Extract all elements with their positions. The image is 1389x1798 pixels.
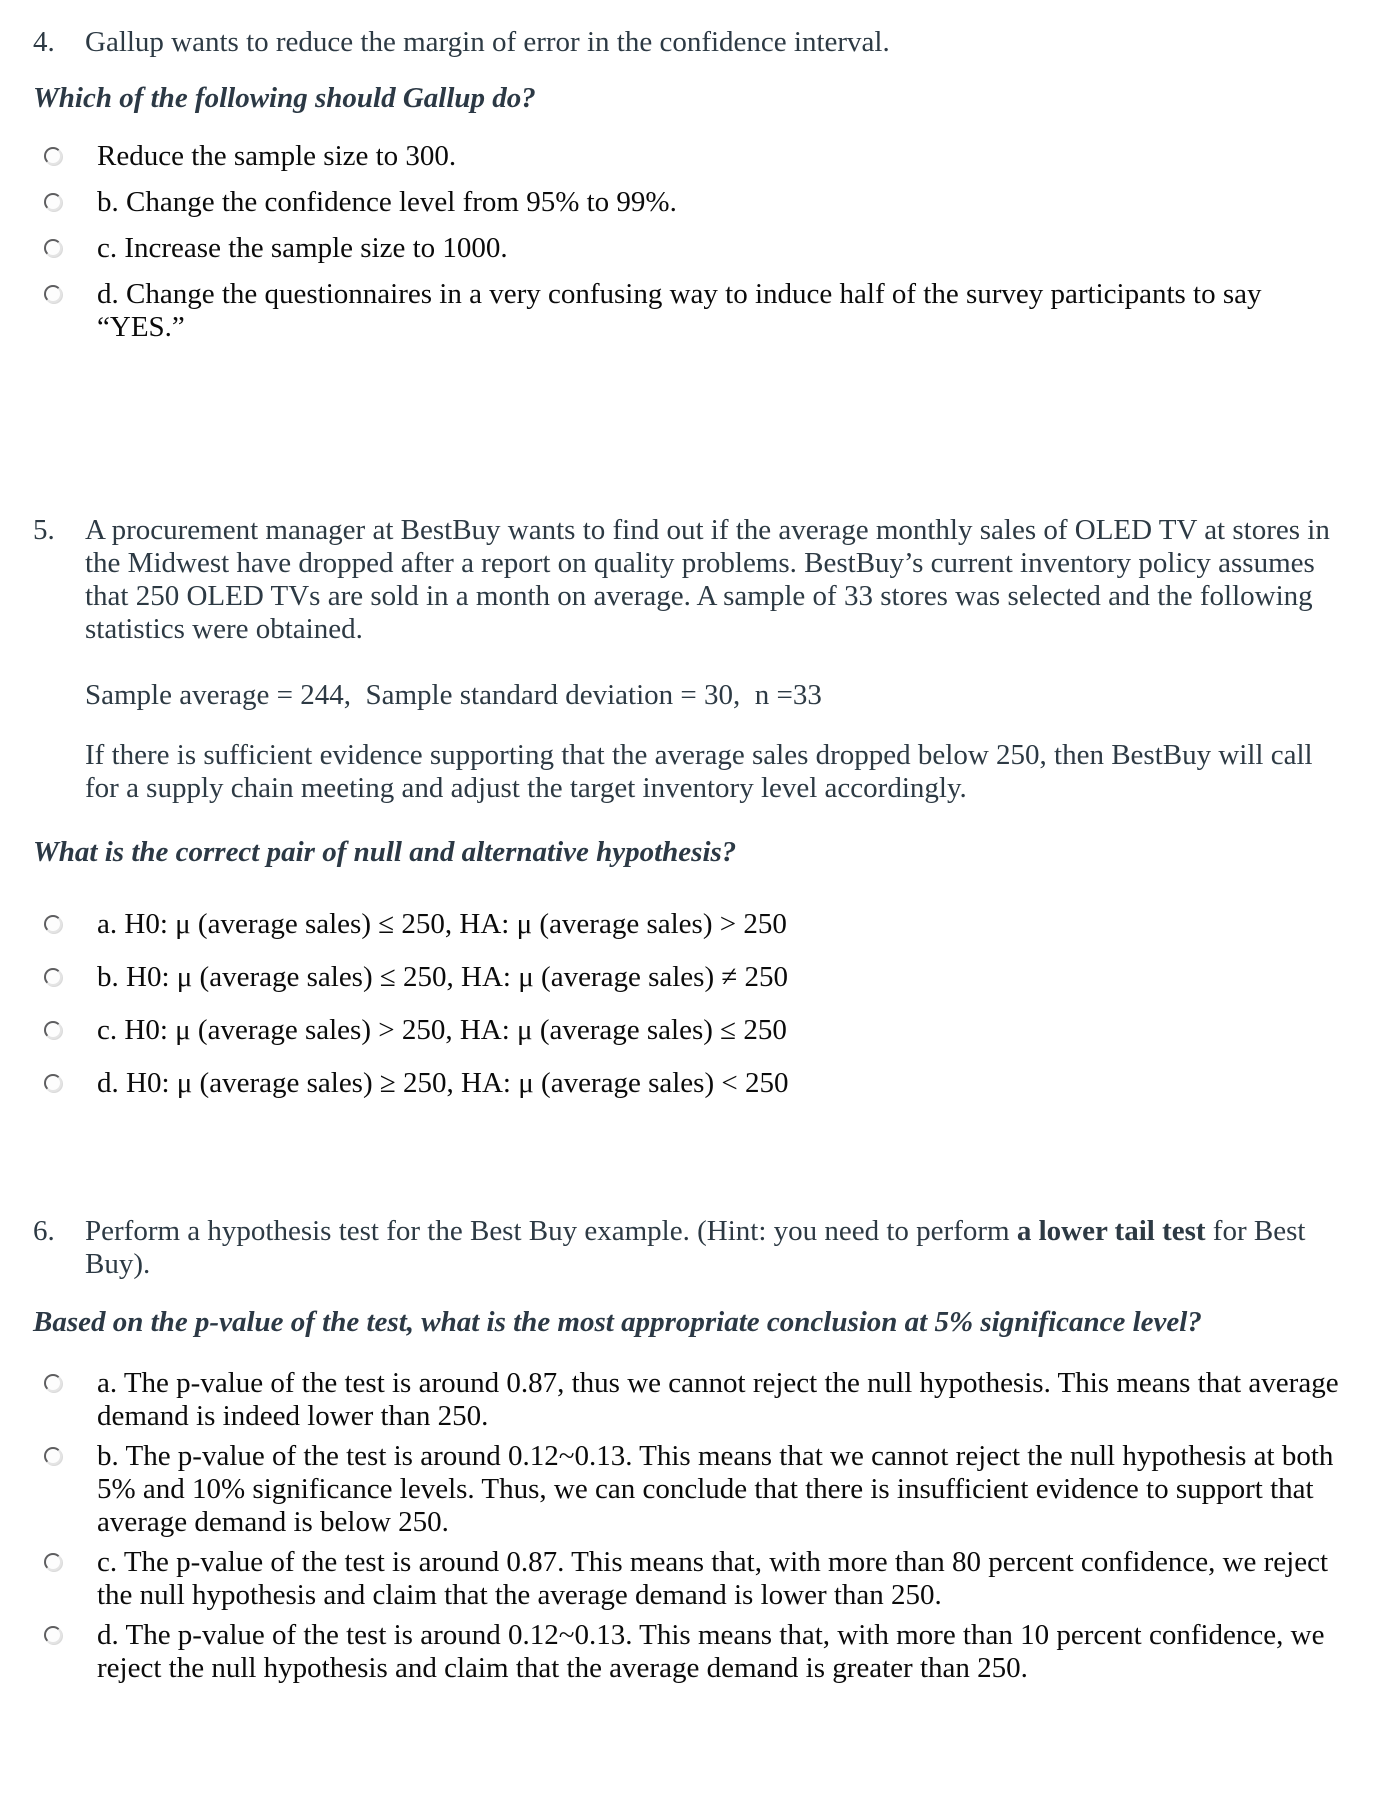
question-number: 4.: [33, 26, 55, 58]
question-subprompt: Based on the p-value of the test, what is the most appropriate conclusion at 5% significance level?: [33, 1306, 1202, 1338]
question-prompt: [85, 1215, 1351, 1281]
answer-option-b[interactable]: [33, 186, 1351, 219]
option-label: a. The p-value of the test is around 0.87, thus we cannot reject the null hypothesis. This means that average demand is indeed lower than 250.: [97, 1367, 1339, 1432]
option-label: Reduce the sample size to 300.: [97, 140, 457, 172]
option-label: b. Change the confidence level from 95% to 99%.: [97, 186, 677, 218]
radio-button-icon[interactable]: [44, 1626, 62, 1644]
option-label: d. H0: μ (average sales) ≥ 250, HA: μ (average sales) < 250: [97, 1067, 789, 1099]
option-label: c. The p-value of the test is around 0.87. This means that, with more than 80 percent confidence, we reject the null hypothesis and claim that the average demand is lower than 250.: [97, 1546, 1329, 1611]
radio-button-icon[interactable]: [44, 1374, 62, 1392]
answer-option-a[interactable]: [33, 140, 1351, 173]
question-4-header: [33, 26, 1351, 59]
question-followup: If there is sufficient evidence supporting that the average sales dropped below 250, then BestBuy will call for a supply chain meeting and adjust the target inventory level accordingly.: [85, 739, 1313, 804]
answer-option-d[interactable]: [33, 1619, 1351, 1685]
answer-option-d[interactable]: [33, 278, 1351, 344]
question-6-header: [33, 1215, 1351, 1281]
answer-option-c[interactable]: [33, 1546, 1351, 1612]
radio-button-icon[interactable]: [44, 1021, 62, 1039]
radio-button-icon[interactable]: [44, 147, 62, 165]
question-number: 6.: [33, 1215, 55, 1247]
question-prompt: A procurement manager at BestBuy wants to find out if the average monthly sales of OLED TV at stores in the Midwest have dropped after a report on quality problems. BestBuy’s current inventory policy assumes that 250 OLED TVs are sold in a month on average. A sample of 33 stores was selected and the following statistics were obtained.: [85, 514, 1330, 645]
radio-button-icon[interactable]: [44, 285, 62, 303]
question-number: 5.: [33, 514, 55, 546]
option-label: b. H0: μ (average sales) ≤ 250, HA: μ (average sales) ≠ 250: [97, 961, 789, 993]
question-6: [33, 1215, 1351, 1685]
answer-option-b[interactable]: [33, 961, 1351, 994]
radio-button-icon[interactable]: [44, 193, 62, 211]
sample-statistics-line: Sample average = 244, Sample standard deviation = 30, n =33: [85, 679, 822, 711]
radio-button-icon[interactable]: [44, 1074, 62, 1092]
question-5-options: [33, 908, 1351, 1100]
option-label: c. Increase the sample size to 1000.: [97, 232, 508, 264]
question-4-options: [33, 140, 1351, 344]
radio-button-icon[interactable]: [44, 968, 62, 986]
option-label: d. The p-value of the test is around 0.12~0.13. This means that, with more than 10 percent confidence, we reject the null hypothesis and claim that the average demand is greater than 250.: [97, 1619, 1325, 1684]
question-6-options: [33, 1367, 1351, 1685]
question-prompt: Gallup wants to reduce the margin of error in the confidence interval.: [85, 26, 890, 58]
radio-button-icon[interactable]: [44, 1553, 62, 1571]
answer-option-a[interactable]: [33, 1367, 1351, 1433]
answer-option-a[interactable]: [33, 908, 1351, 941]
question-subprompt: Which of the following should Gallup do?: [33, 82, 536, 114]
answer-option-c[interactable]: [33, 1014, 1351, 1047]
question-5-header: [33, 514, 1351, 646]
prompt-text: Perform a hypothesis test for the Best Buy example. (Hint: you need to perform: [85, 1215, 1017, 1247]
answer-option-d[interactable]: [33, 1067, 1351, 1100]
question-4: [33, 26, 1351, 344]
question-5: [33, 514, 1351, 1100]
radio-button-icon[interactable]: [44, 239, 62, 257]
prompt-text: for Best Buy).: [85, 1215, 1306, 1280]
answer-option-c[interactable]: [33, 232, 1351, 265]
radio-button-icon[interactable]: [44, 915, 62, 933]
answer-option-b[interactable]: [33, 1440, 1351, 1539]
option-label: b. The p-value of the test is around 0.12~0.13. This means that we cannot reject the null hypothesis at both 5% and 10% significance levels. Thus, we can conclude that there is insufficient evidence to support that average demand is below 250.: [97, 1440, 1334, 1538]
question-subprompt: What is the correct pair of null and alternative hypothesis?: [33, 836, 737, 868]
option-label: d. Change the questionnaires in a very confusing way to induce half of the survey participants to say “YES.”: [97, 278, 1262, 343]
option-label: a. H0: μ (average sales) ≤ 250, HA: μ (average sales) > 250: [97, 908, 787, 940]
radio-button-icon[interactable]: [44, 1447, 62, 1465]
prompt-bold-text: a lower tail test: [1016, 1215, 1206, 1247]
option-label: c. H0: μ (average sales) > 250, HA: μ (average sales) ≤ 250: [97, 1014, 787, 1046]
